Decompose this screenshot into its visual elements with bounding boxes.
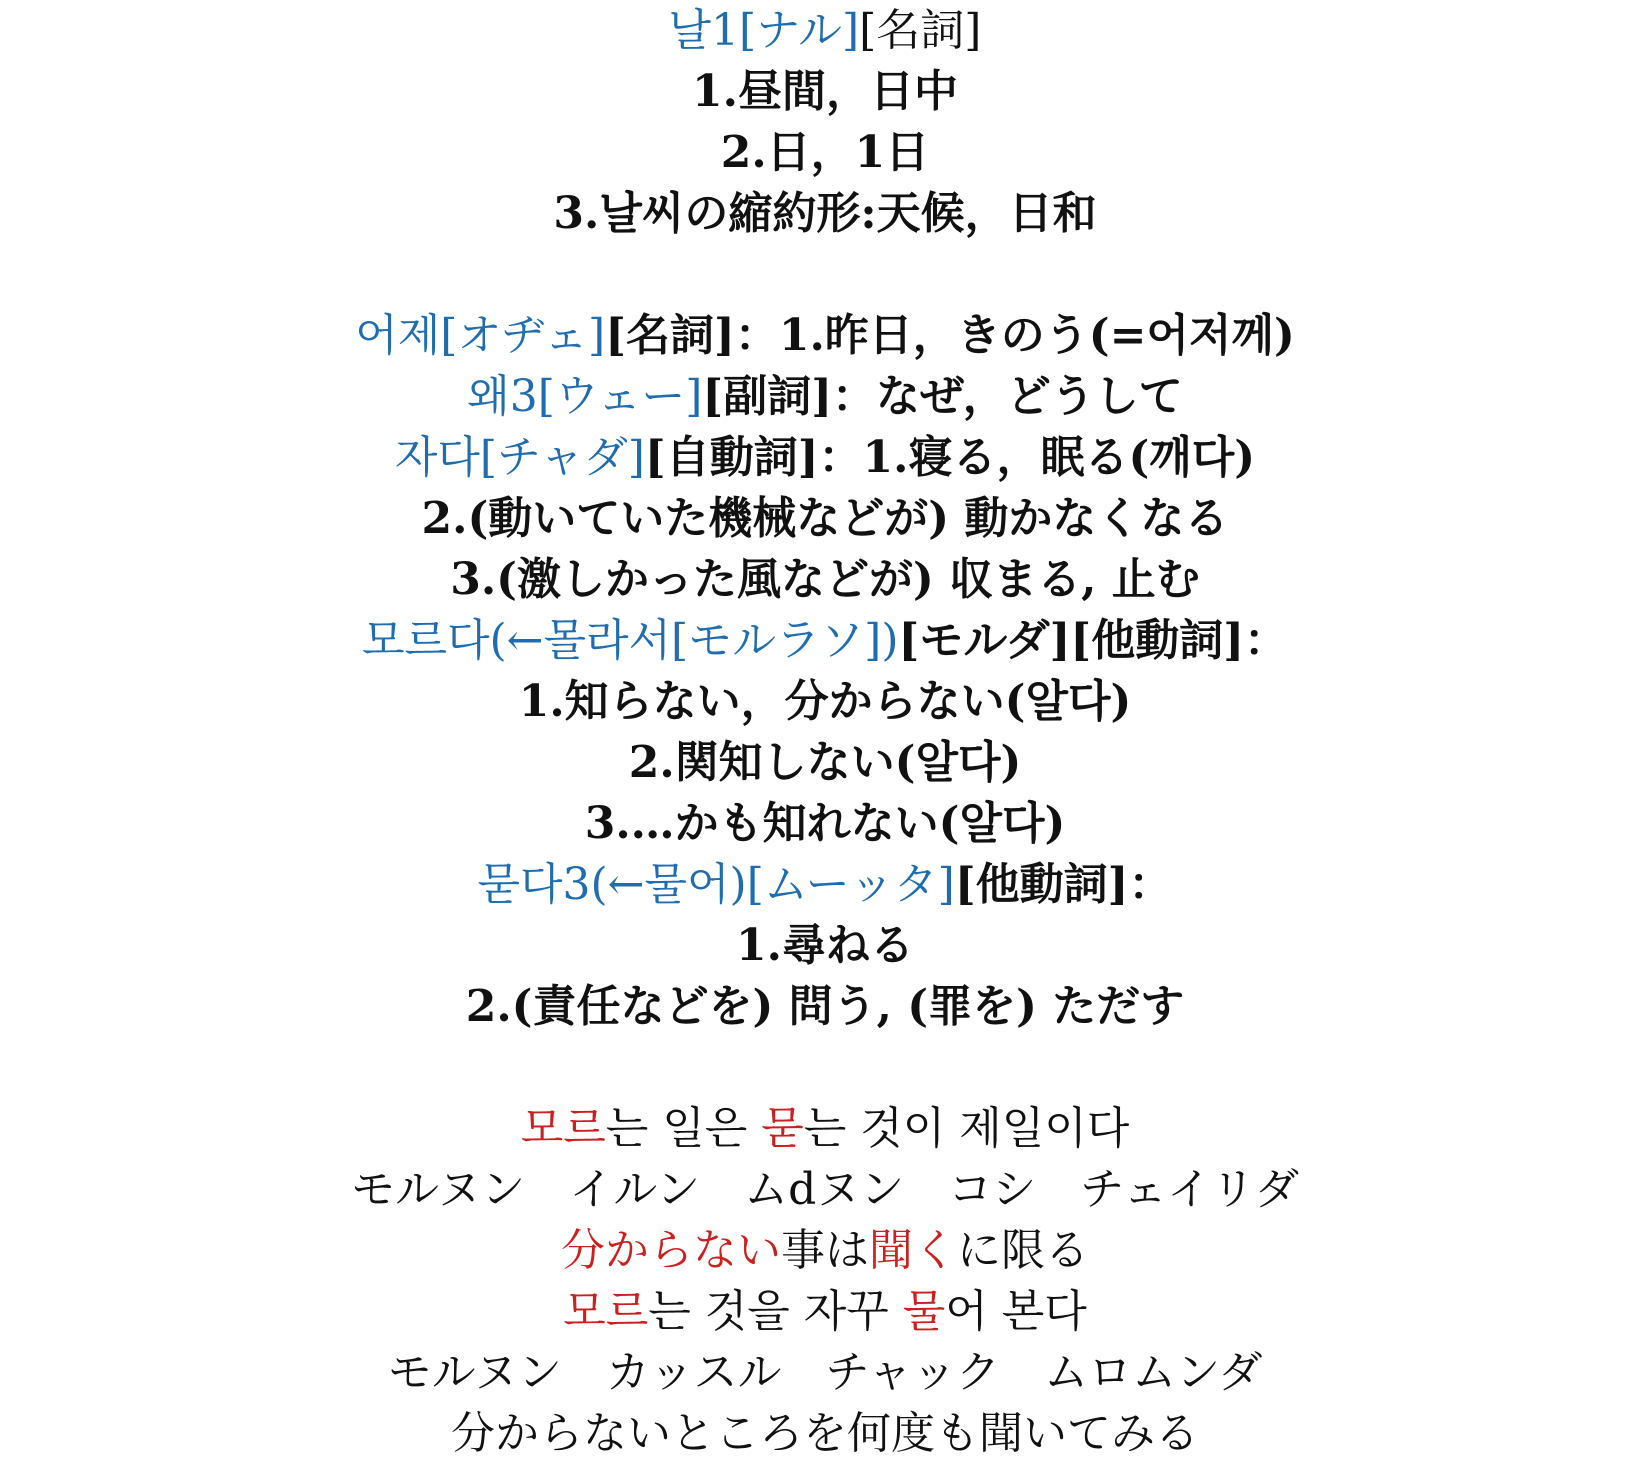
definition: [名詞]：1.昨日，きのう(=어저께)	[605, 310, 1295, 361]
headword: 묻다3(←물어)[ムーッタ]	[477, 859, 955, 910]
entry-moreuda	[0, 610, 1650, 671]
highlight-text: 모르	[520, 1103, 606, 1154]
entry-wae	[0, 366, 1650, 427]
example-2-korean	[0, 1281, 1650, 1342]
entry-mutda-sense-2: 2.(責任などを) 問う, (罪を) ただす	[465, 981, 1185, 1032]
example-1-translation	[0, 1220, 1650, 1281]
example-text: 는 것을 자꾸	[648, 1286, 903, 1337]
part-of-speech: [名詞]	[859, 5, 982, 56]
headword: 날1[ナル]	[668, 5, 860, 56]
example-text: に限る	[957, 1225, 1089, 1276]
entry-eoje	[0, 305, 1650, 366]
headword: 왜3[ウェー]	[467, 371, 703, 422]
entry-mutda-sense-1: 1.尋ねる	[736, 920, 914, 971]
example-1-korean	[0, 1098, 1650, 1159]
entry-moreuda-sense-2: 2.関知しない(알다)	[628, 737, 1022, 788]
entry-moreuda-sense-1: 1.知らない，分からない(알다)	[518, 676, 1132, 727]
entry-nal-sense-3: 3.날씨の縮約形:天候，日和	[553, 188, 1097, 239]
entry-jada-sense-3: 3.(激しかった風などが) 収まる, 止む	[450, 554, 1200, 605]
headword: 어제[オヂェ]	[355, 310, 606, 361]
example-text: 어 본다	[945, 1286, 1087, 1337]
highlight-text: 分からない	[561, 1225, 781, 1276]
highlight-text: 聞く	[869, 1225, 957, 1276]
highlight-text: 물	[902, 1286, 946, 1337]
headword: 자다[チャダ]	[394, 432, 645, 483]
highlight-text: 모르	[563, 1286, 649, 1337]
definition: [他動詞]：	[954, 859, 1173, 910]
example-1-reading: モルヌン イルン ムdヌン コシ チェイリダ	[351, 1164, 1299, 1215]
entry-nal-heading	[0, 0, 1650, 61]
definition: [副詞]：なぜ，どうして	[702, 371, 1183, 422]
definition: [自動詞]：1.寝る，眠る(깨다)	[644, 432, 1256, 483]
headword: 모르다(←몰라서[モルラソ])	[361, 615, 899, 666]
example-2-reading: モルヌン カッスル チャック ムロムンダ	[387, 1347, 1263, 1398]
entry-jada	[0, 427, 1650, 488]
entry-jada-sense-2: 2.(動いていた機械などが) 動かなくなる	[421, 493, 1229, 544]
definition: [モルダ][他動詞]：	[898, 615, 1289, 666]
entry-mutda	[0, 854, 1650, 915]
entry-nal-sense-1: 1.昼間，日中	[692, 66, 958, 117]
example-text: 事は	[781, 1225, 869, 1276]
example-text: 는 일은	[605, 1103, 762, 1154]
spacer	[0, 1037, 1650, 1098]
spacer	[0, 244, 1650, 305]
entry-nal-sense-2: 2.日，1日	[720, 127, 930, 178]
example-2-translation: 分からないところを何度も聞いてみる	[451, 1408, 1199, 1459]
highlight-text: 묻	[761, 1103, 804, 1154]
example-text: 는 것이 제일이다	[803, 1103, 1130, 1154]
entry-moreuda-sense-3: 3.…かも知れない(알다)	[584, 798, 1066, 849]
